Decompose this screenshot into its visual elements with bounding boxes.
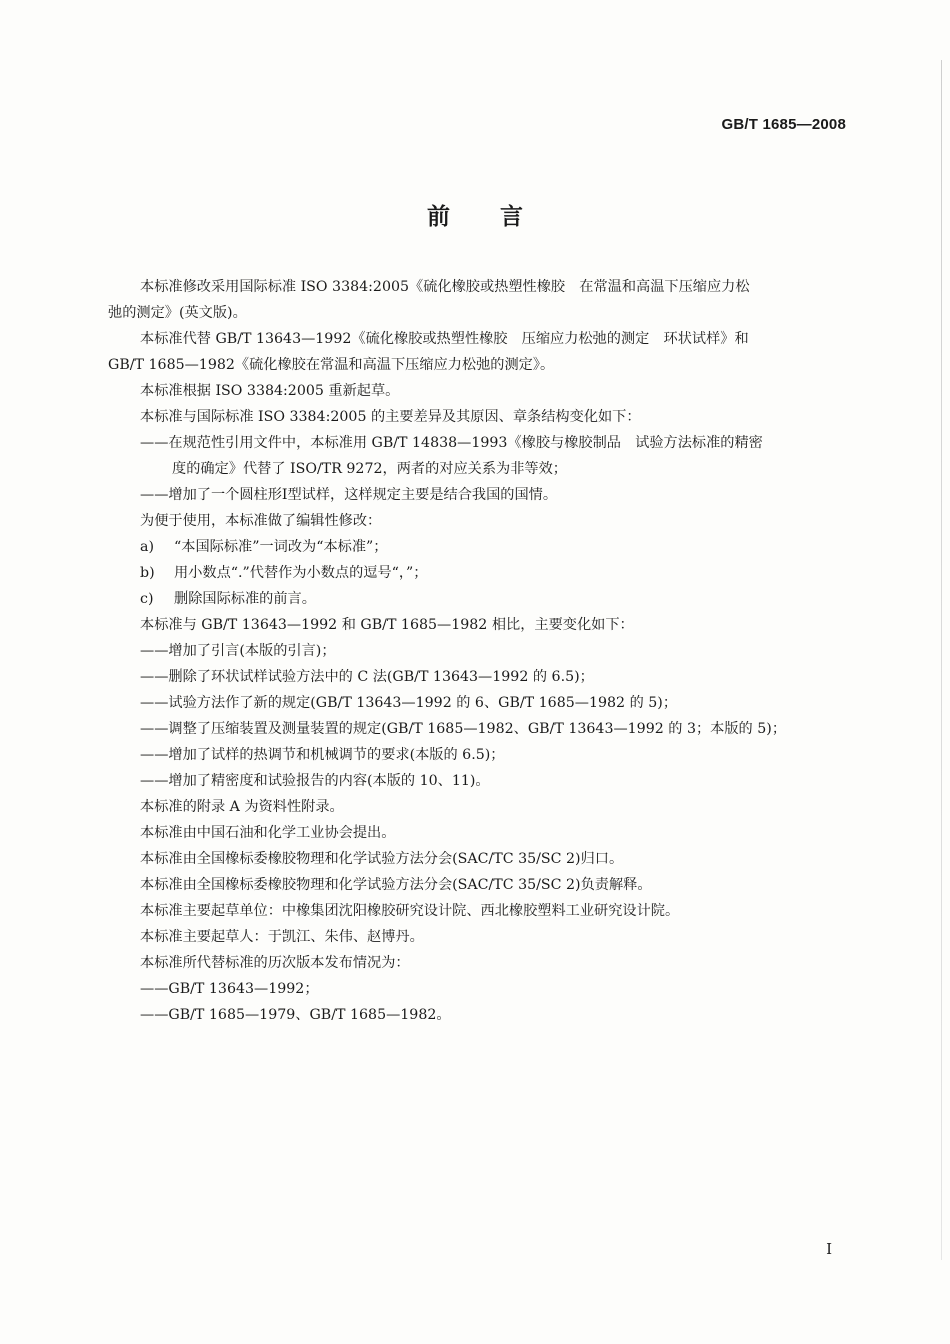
dash-item-continuation: 度的确定》代替了 ISO/TR 9272，两者的对应关系为非等效； — [172, 461, 567, 477]
paragraph: 本标准根据 ISO 3384:2005 重新起草。 — [140, 383, 400, 399]
history-item: ——GB/T 1685—1979、GB/T 1685—1982。 — [140, 1007, 451, 1023]
paragraph-continuation: 弛的测定》(英文版)。 — [108, 305, 247, 321]
list-item-label: c) — [140, 591, 154, 607]
paragraph: 本标准所代替标准的历次版本发布情况为： — [140, 955, 410, 971]
list-item-text: 删除国际标准的前言。 — [174, 591, 316, 607]
paragraph: 本标准由全国橡标委橡胶物理和化学试验方法分会(SAC/TC 35/SC 2)归口。 — [140, 851, 624, 867]
paragraph: 本标准与 GB/T 13643—1992 和 GB/T 1685—1982 相比，主要变化如下： — [140, 617, 634, 633]
list-item — [108, 534, 848, 560]
page-title: 前言 — [427, 204, 573, 230]
list-item-label: a) — [140, 539, 154, 555]
dash-item: ——增加了一个圆柱形Ⅰ型试样，这样规定主要是结合我国的国情。 — [140, 487, 558, 503]
list-item — [108, 560, 848, 586]
change-item: ——删除了环状试样试验方法中的 C 法(GB/T 13643—1992 的 6.5)； — [140, 669, 594, 685]
change-item: ——增加了引言(本版的引言)； — [140, 643, 336, 659]
foreword-body — [108, 274, 848, 1028]
paragraph: 本标准由全国橡标委橡胶物理和化学试验方法分会(SAC/TC 35/SC 2)负责解释。 — [140, 877, 652, 893]
paragraph: 本标准与国际标准 ISO 3384:2005 的主要差异及其原因、章条结构变化如下： — [140, 409, 641, 425]
paragraph: 本标准由中国石油和化学工业协会提出。 — [140, 825, 396, 841]
change-item: ——增加了试样的热调节和机械调节的要求(本版的 6.5)； — [140, 747, 505, 763]
dash-item: ——在规范性引用文件中，本标准用 GB/T 14838—1993《橡胶与橡胶制品 试验方法标准的精密 — [140, 435, 763, 451]
list-item-text: 用小数点“.”代替作为小数点的逗号“，”； — [174, 565, 428, 581]
paragraph: 本标准修改采用国际标准 ISO 3384:2005《硫化橡胶或热塑性橡胶 在常温和高温下压缩应力松 — [140, 279, 750, 295]
paragraph-continuation: GB/T 1685—1982《硫化橡胶在常温和高温下压缩应力松弛的测定》。 — [108, 357, 555, 373]
scan-edge-line — [941, 60, 942, 1260]
paragraph: 本标准主要起草单位：中橡集团沈阳橡胶研究设计院、西北橡胶塑料工业研究设计院。 — [140, 903, 680, 919]
list-item — [108, 586, 848, 612]
paragraph: 本标准主要起草人：于凯江、朱伟、赵博丹。 — [140, 929, 424, 945]
history-item: ——GB/T 13643—1992； — [140, 981, 319, 997]
change-item: ——增加了精密度和试验报告的内容(本版的 10、11)。 — [140, 773, 490, 789]
change-item: ——调整了压缩装置及测量装置的规定(GB/T 1685—1982、GB/T 13643—1992 的 3；本版的 5)； — [140, 721, 787, 737]
paragraph: 为便于使用，本标准做了编辑性修改： — [140, 513, 382, 529]
list-item-label: b) — [140, 565, 155, 581]
list-item-text: “本国际标准”一词改为“本标准”； — [174, 539, 388, 555]
change-item: ——试验方法作了新的规定(GB/T 13643—1992 的 6、GB/T 1685—1982 的 5)； — [140, 695, 678, 711]
page-number: I — [826, 1240, 832, 1258]
paragraph: 本标准的附录 A 为资料性附录。 — [140, 799, 344, 815]
paragraph: 本标准代替 GB/T 13643—1992《硫化橡胶或热塑性橡胶 压缩应力松弛的测定 环状试样》和 — [140, 331, 749, 347]
standard-code: GB/T 1685—2008 — [721, 116, 846, 133]
